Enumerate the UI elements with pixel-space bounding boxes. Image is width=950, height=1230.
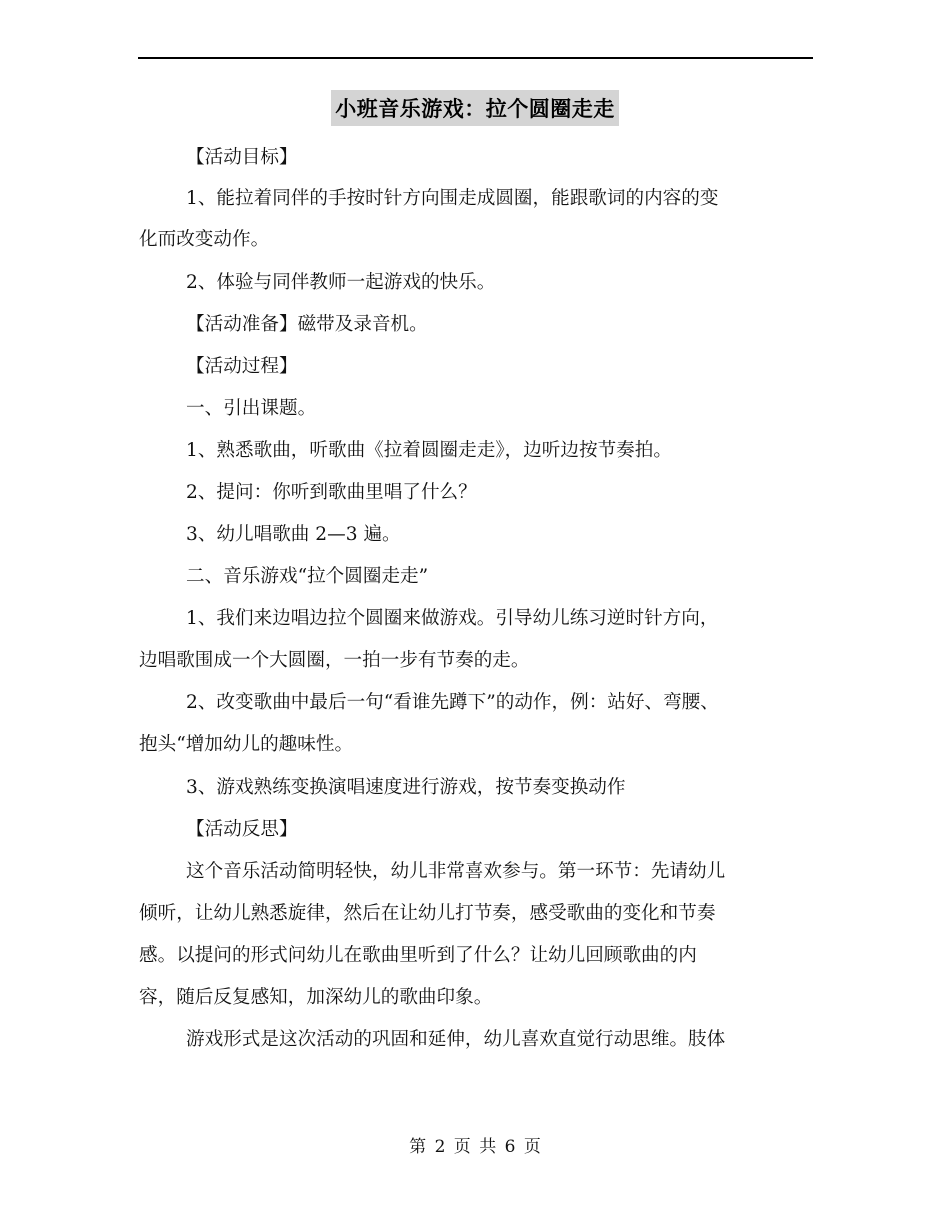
paragraph-line: 游戏形式是这次活动的巩固和延伸，幼儿喜欢直觉行动思维。肢体 [186,1029,726,1050]
document-title: 小班音乐游戏：拉个圆圈走走 [331,90,619,126]
header-rule [138,57,813,59]
section-heading-reflection: 【活动反思】 [186,819,298,840]
section-heading-goals: 【活动目标】 [186,147,298,168]
paragraph-line: 3、幼儿唱歌曲 2—3 遍。 [186,524,401,545]
section-heading-process: 【活动过程】 [186,356,298,377]
paragraph-line: 感。以提问的形式问幼儿在歌曲里听到了什么？让幼儿回顾歌曲的内 [139,945,697,966]
section-heading-preparation: 【活动准备】磁带及录音机。 [186,314,428,335]
paragraph-line: 1、熟悉歌曲，听歌曲《拉着圆圈走走》，边听边按节奏拍。 [186,440,672,461]
paragraph-line: 边唱歌围成一个大圆圈，一拍一步有节奏的走。 [139,650,530,671]
paragraph-line: 抱头“增加幼儿的趣味性。 [139,734,354,755]
paragraph-line: 容，随后反复感知，加深幼儿的歌曲印象。 [139,987,493,1008]
paragraph-line: 3、游戏熟练变换演唱速度进行游戏，按节奏变换动作 [186,777,626,798]
paragraph-line: 倾听，让幼儿熟悉旋律，然后在让幼儿打节奏，感受歌曲的变化和节奏 [139,903,716,924]
paragraph-line: 2、改变歌曲中最后一句“看谁先蹲下”的动作，例：站好、弯腰、 [186,692,719,713]
title-container [0,90,950,126]
paragraph-line: 1、能拉着同伴的手按时针方向围走成圆圈，能跟歌词的内容的变 [186,188,719,209]
paragraph-line: 这个音乐活动简明轻快，幼儿非常喜欢参与。第一环节：先请幼儿 [186,861,726,882]
paragraph-line: 2、提问：你听到歌曲里唱了什么？ [186,482,477,503]
paragraph-line: 一、引出课题。 [186,398,317,419]
paragraph-line: 二、音乐游戏“拉个圆圈走走” [186,566,429,587]
paragraph-line: 化而改变动作。 [139,229,270,250]
paragraph-line: 2、体验与同伴教师一起游戏的快乐。 [186,272,496,293]
page-number-footer: 第 2 页 共 6 页 [409,1137,541,1157]
paragraph-line: 1、我们来边唱边拉个圆圈来做游戏。引导幼儿练习逆时针方向， [186,608,719,629]
